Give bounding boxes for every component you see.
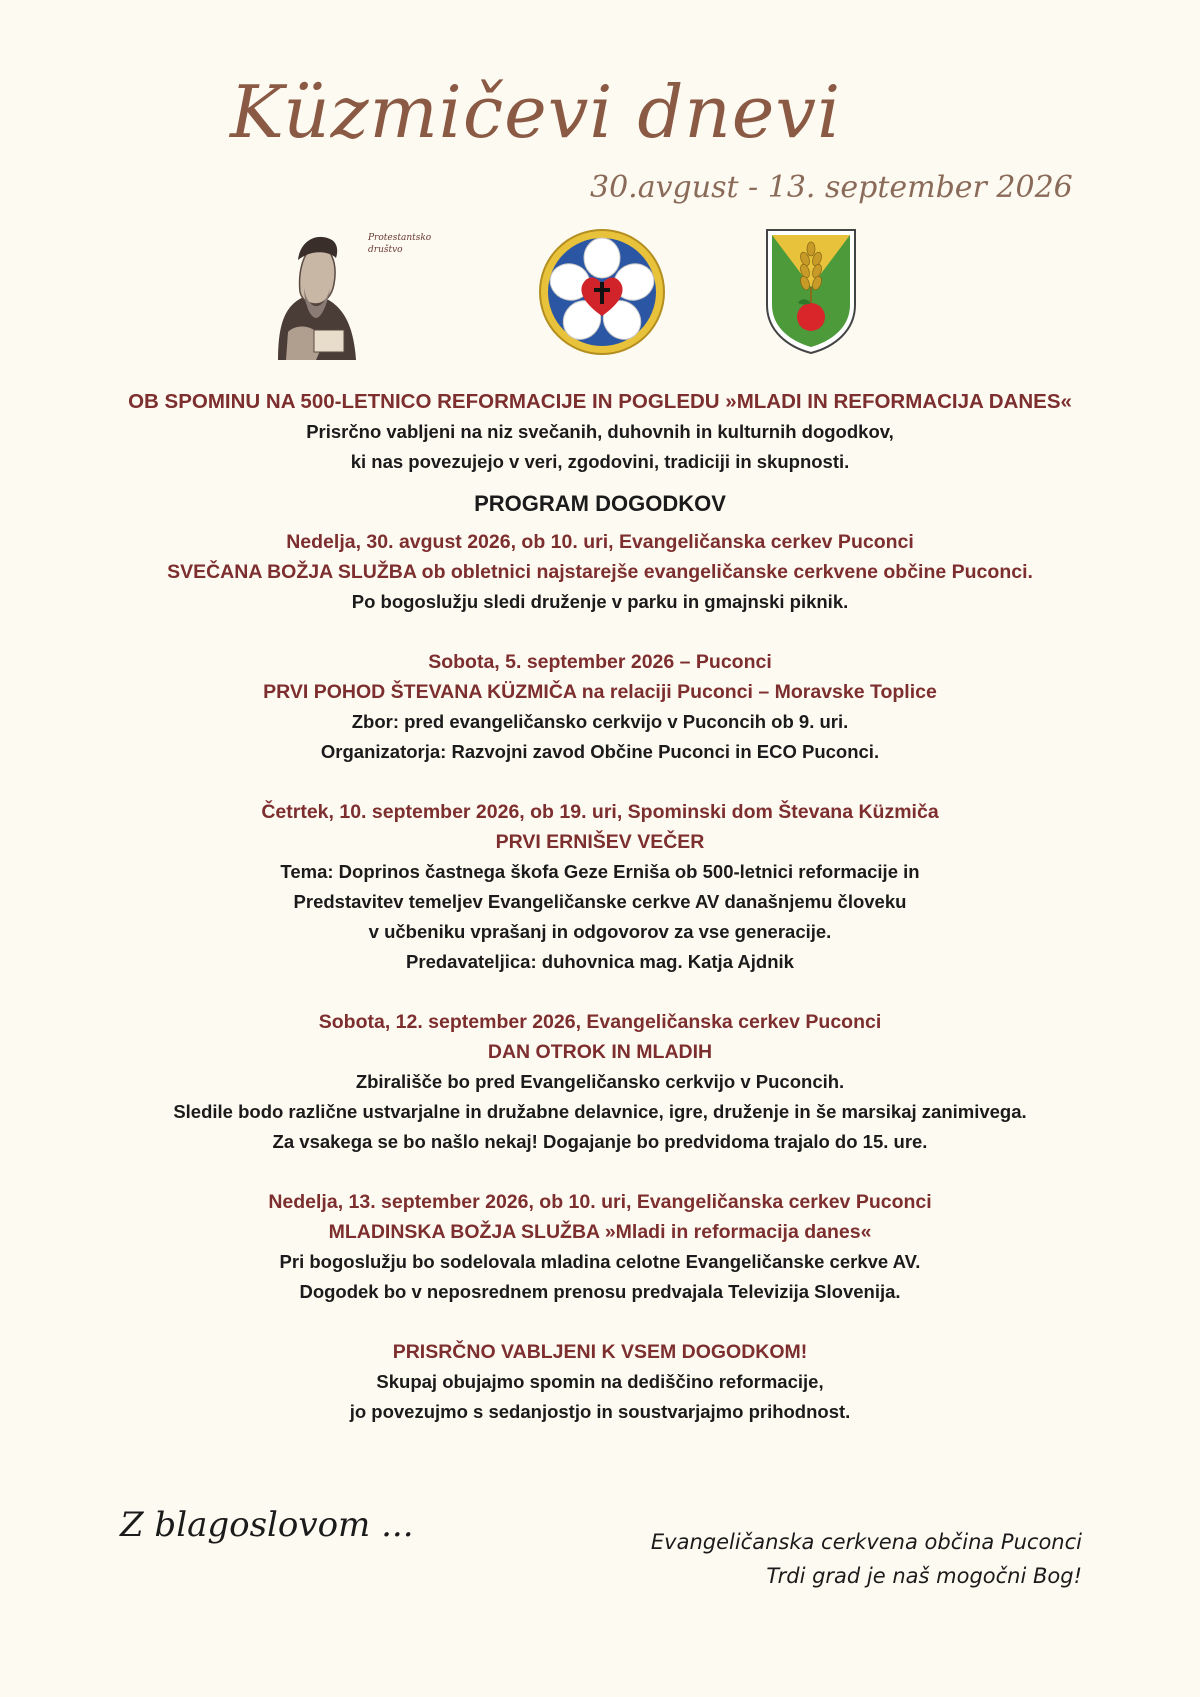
- event-block: [60, 797, 1140, 977]
- event-name: SVEČANA BOŽJA SLUŽBA ob obletnici najstarejše evangeličanske cerkvene občine Puconci.: [167, 561, 1033, 583]
- event-block: [60, 647, 1140, 767]
- closing-headline: PRISRČNO VABLJENI K VSEM DOGODKOM!: [392, 1341, 808, 1363]
- closing-block: [60, 1337, 1140, 1427]
- event-detail: Po bogoslužju sledi druženje v parku in gmajnski piknik.: [351, 591, 849, 612]
- event-detail: Predstavitev temeljev Evangeličanske cerkve AV današnjemu človeku: [293, 891, 907, 912]
- motto: Trdi grad je naš mogočni Bog!: [766, 1564, 1082, 1588]
- event-detail: Za vsakega se bo našlo nekaj! Dogajanje bo predvidoma trajalo do 15. ure.: [272, 1131, 928, 1152]
- event-detail: Sledile bodo različne ustvarjalne in družabne delavnice, igre, druženje in še marsikaj zanimivega.: [173, 1101, 1027, 1122]
- program-title: PROGRAM DOGODKOV: [474, 491, 726, 516]
- society-logo-text: Protestantsko društvo: [368, 233, 432, 255]
- event-name: PRVI ERNIŠEV VEČER: [495, 831, 705, 853]
- closing-line: Skupaj obujajmo spomin na dediščino reformacije,: [376, 1371, 824, 1392]
- event-block: [60, 1187, 1140, 1307]
- event-block: [60, 1007, 1140, 1157]
- event-when: Četrtek, 10. september 2026, ob 19. uri, Spominski dom Števana Küzmiča: [261, 801, 939, 823]
- event-detail: Zbor: pred evangeličansko cerkvijo v Puconcih ob 9. uri.: [351, 711, 849, 732]
- event-when: Nedelja, 13. september 2026, ob 10. uri, Evangeličanska cerkev Puconci: [268, 1191, 932, 1213]
- luther-rose-seal-icon: [538, 228, 666, 356]
- event-detail: Organizatorja: Razvojni zavod Občine Puconci in ECO Puconci.: [320, 741, 880, 762]
- reformer-portrait-logo-icon: [258, 222, 438, 360]
- event-detail: Dogodek bo v neposrednem prenosu predvajala Televizija Slovenija.: [299, 1281, 901, 1302]
- event-name: PRVI POHOD ŠTEVANA KÜZMIČA na relaciji Puconci – Moravske Toplice: [263, 681, 937, 703]
- page-title: Küzmičevi dnevi: [230, 70, 842, 154]
- event-name: DAN OTROK IN MLADIH: [487, 1041, 713, 1063]
- event-dates: 30.avgust - 13. september 2026: [590, 170, 1073, 205]
- event-detail: v učbeniku vprašanj in odgovorov za vse generacije.: [368, 921, 832, 942]
- signature-block: [651, 1525, 1082, 1593]
- event-detail: Tema: Doprinos častnega škofa Geze Erniša ob 500-letnici reformacije in: [280, 861, 920, 882]
- municipal-coat-of-arms-icon: [764, 227, 858, 355]
- closing-line: jo povezujmo s sedanjostjo in soustvarjajmo prihodnost.: [349, 1401, 851, 1422]
- intro-line: Prisrčno vabljeni na niz svečanih, duhovnih in kulturnih dogodkov,: [306, 421, 894, 442]
- intro-line: ki nas povezujejo v veri, zgodovini, tradiciji in skupnosti.: [350, 451, 850, 472]
- event-when: Sobota, 12. september 2026, Evangeličanska cerkev Puconci: [318, 1011, 882, 1033]
- organization-name: Evangeličanska cerkvena občina Puconci: [650, 1530, 1082, 1554]
- program-content: [60, 387, 1140, 1427]
- event-when: Nedelja, 30. avgust 2026, ob 10. uri, Evangeličanska cerkev Puconci: [286, 531, 914, 553]
- event-detail: Pri bogoslužju bo sodelovala mladina celotne Evangeličanske cerkve AV.: [279, 1251, 921, 1272]
- event-block: [60, 527, 1140, 617]
- event-detail: Predavateljica: duhovnica mag. Katja Ajdnik: [406, 951, 794, 972]
- event-when: Sobota, 5. september 2026 – Puconci: [428, 651, 772, 673]
- event-detail: Zbirališče bo pred Evangeličansko cerkvijo v Puconcih.: [355, 1071, 845, 1092]
- blessing-signature: Z blagoslovom ...: [120, 1505, 414, 1545]
- event-name: MLADINSKA BOŽJA SLUŽBA »Mladi in reformacija danes«: [328, 1221, 872, 1243]
- intro-headline: OB SPOMINU NA 500-LETNICO REFORMACIJE IN POGLEDU »MLADI IN REFORMACIJA DANES«: [128, 390, 1072, 413]
